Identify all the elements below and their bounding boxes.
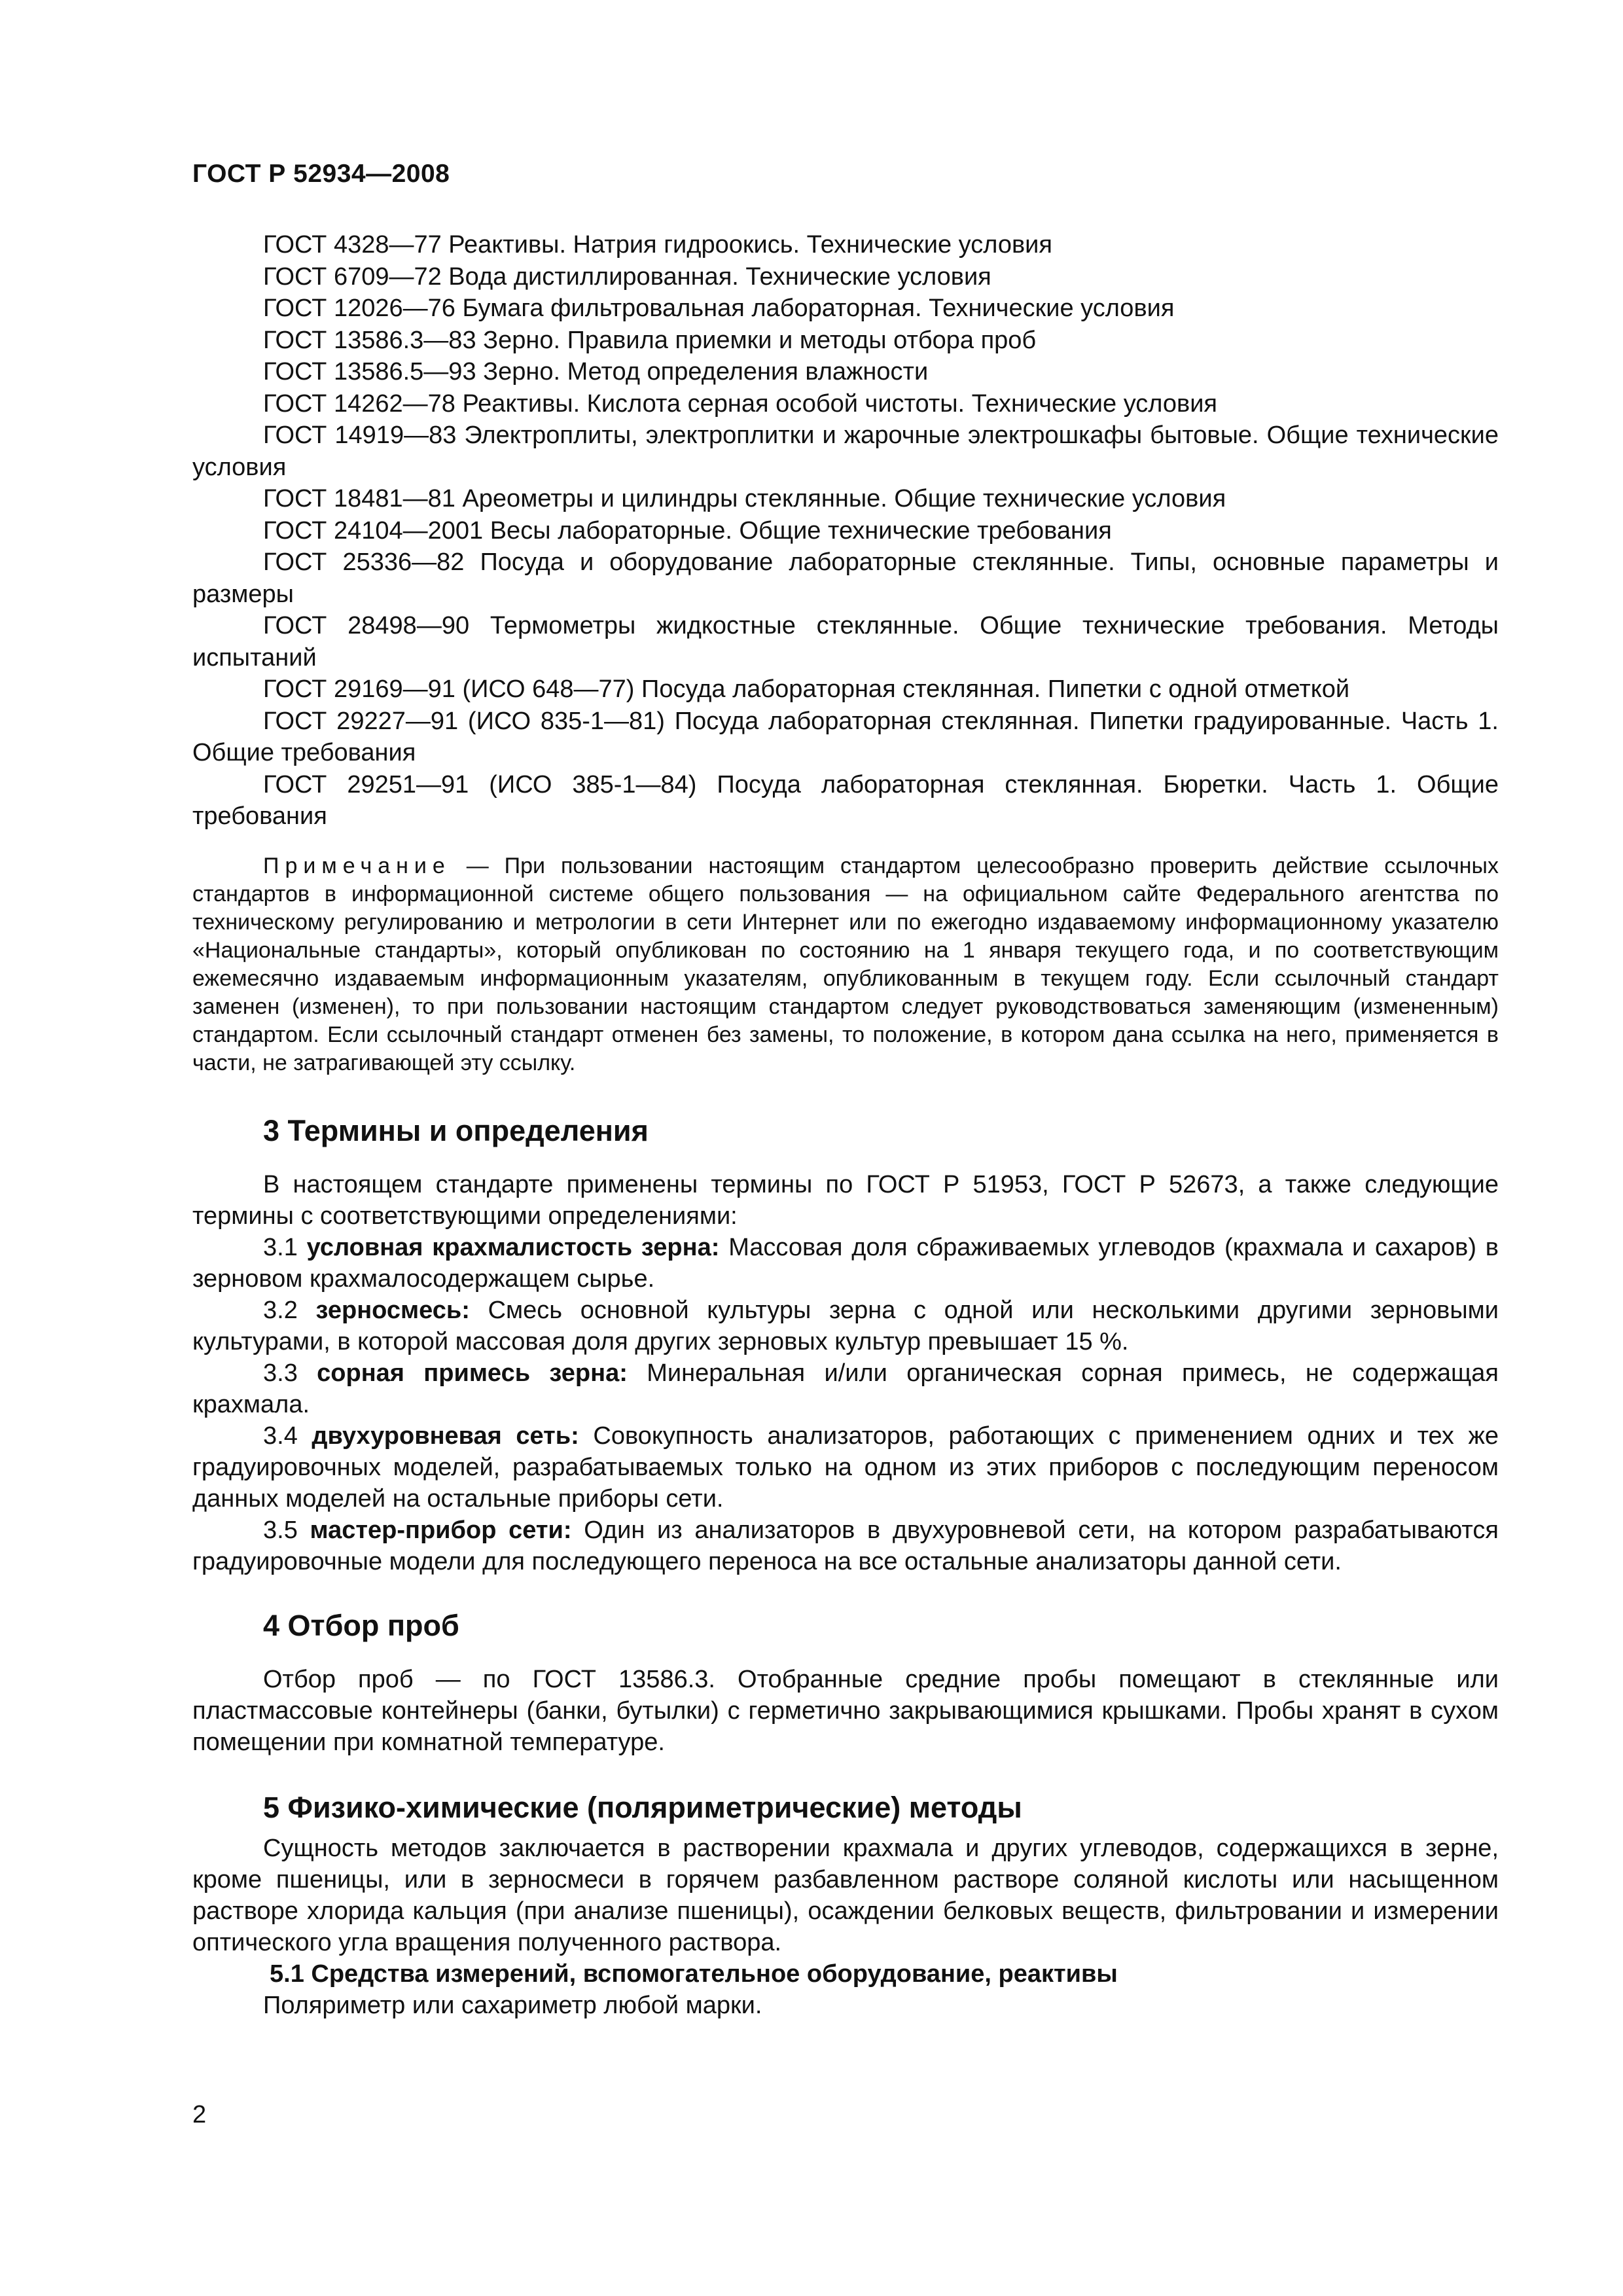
reference-item: ГОСТ 18481—81 Ареометры и цилиндры стеклянные. Общие технические условия [263, 485, 1226, 512]
term-number: 3.3 [263, 1359, 317, 1387]
reference-item: ГОСТ 4328—77 Реактивы. Натрия гидроокись. Технические условия [263, 231, 1052, 259]
note-text: — При пользовании настоящим стандартом целесообразно проверить действие ссылочных стандартов в информационной системе общего пользования — на официальном сайте Федерального агентства по техническому регулированию и метрологии в сети Интернет или по ежегодно издаваемому информационному указателю «Национальные стандарты», который опубликован по состоянию на 1 января текущего года, и по соответствующим ежемесячно издаваемым информационным указателям, опубликованным в текущем году. Если ссылочный стандарт заменен (изменен), то при пользовании настоящим стандартом следует руководствоваться заменяющим (измененным) стандартом. Если ссылочный стандарт отменен без замены, то положение, в котором дана ссылка на него, применяется в части, не затрагивающей эту ссылку. [192, 853, 1499, 1075]
reference-item: ГОСТ 24104—2001 Весы лабораторные. Общие технические требования [263, 516, 1112, 545]
normative-references-list [192, 229, 1499, 833]
reference-item: ГОСТ 14919—83 Электроплиты, электроплитки и жарочные электрошкафы бытовые. Общие технические условия [192, 422, 1499, 481]
term-number: 3.4 [263, 1422, 312, 1450]
term-text: Совокупность анализаторов, работающих с применением одних и тех же градуировочных моделей, разрабатываемых только на одном из этих приборов с последующим переносом данных моделей на остальные приборы сети. [192, 1422, 1499, 1513]
reference-item: ГОСТ 29227—91 (ИСО 835-1—81) Посуда лабораторная стеклянная. Пипетки градуированные. Часть 1. Общие требования [192, 707, 1499, 766]
subsection-5-1-text: Поляриметр или сахариметр любой марки. [263, 1991, 762, 2019]
section-5-heading: 5 Физико-химические (поляриметрические) методы [263, 1790, 1022, 1824]
term-number: 3.2 [263, 1296, 316, 1324]
section-3-heading: 3 Термины и определения [263, 1113, 649, 1147]
term-text: Смесь основной культуры зерна с одной или несколькими другими зерновыми культурами, в которой массовая доля других зерновых культур превышает 15 %. [192, 1296, 1499, 1355]
term-definition [192, 1515, 1499, 1577]
reference-item: ГОСТ 12026—76 Бумага фильтровальная лабораторная. Технические условия [263, 295, 1175, 322]
reference-item: ГОСТ 29251—91 (ИСО 385-1—84) Посуда лабораторная стеклянная. Бюретки. Часть 1. Общие требования [192, 770, 1499, 830]
note-label: Примечание [263, 853, 451, 878]
section-3-intro: В настоящем стандарте применены термины по ГОСТ Р 51953, ГОСТ Р 52673, а также следующие термины с соответствующими определениями: [192, 1170, 1499, 1230]
term-definition [192, 1295, 1499, 1357]
term-text: Один из анализаторов в двухуровневой сети, на котором разрабатываются градуировочные модели для последующего переноса на все остальные анализаторы данной сети. [192, 1516, 1499, 1575]
reference-item: ГОСТ 13586.5—93 Зерно. Метод определения влажности [263, 358, 929, 386]
term-number: 3.1 [263, 1233, 307, 1261]
term-definition [192, 1420, 1499, 1515]
note-paragraph [192, 852, 1499, 1077]
term-name: зерносмесь: [315, 1296, 470, 1324]
term-name: условная крахмалистость зерна: [306, 1233, 720, 1261]
page-content [192, 229, 1499, 2021]
term-name: сорная примесь зерна: [317, 1359, 628, 1387]
term-definition [192, 1232, 1499, 1295]
reference-item: ГОСТ 25336—82 Посуда и оборудование лабораторные стеклянные. Типы, основные параметры и размеры [192, 548, 1499, 608]
term-name: двухуровневая сеть: [312, 1422, 579, 1450]
section-5-text: Сущность методов заключается в растворении крахмала и других углеводов, содержащихся в зерне, кроме пшеницы, или в зерносмеси в горячем разбавленном растворе соляной кислоты или насыщенном растворе хлорида кальция (при анализе пшеницы), осаждении белковых веществ, фильтровании и измерении оптического угла вращения полученного раствора. [192, 1834, 1499, 1956]
reference-item: ГОСТ 29169—91 (ИСО 648—77) Посуда лабораторная стеклянная. Пипетки с одной отметкой [263, 675, 1350, 703]
section-4-heading: 4 Отбор проб [263, 1608, 459, 1642]
section-4-text: Отбор проб — по ГОСТ 13586.3. Отобранные средние пробы помещают в стеклянные или пластмассовые контейнеры (банки, бутылки) с герметично закрывающимися крышками. Пробы хранят в сухом помещении при комнатной температуре. [192, 1665, 1499, 1756]
page-number: 2 [192, 2101, 207, 2128]
reference-item: ГОСТ 13586.3—83 Зерно. Правила приемки и методы отбора проб [263, 326, 1037, 354]
term-text: Минеральная и/или органическая сорная примесь, не содержащая крахмала. [192, 1359, 1499, 1418]
term-definition [192, 1357, 1499, 1420]
reference-item: ГОСТ 6709—72 Вода дистиллированная. Технические условия [263, 262, 991, 291]
term-text: Массовая доля сбраживаемых углеводов (крахмала и сахаров) в зерновом крахмалосодержащем сырье. [192, 1233, 1499, 1293]
reference-item: ГОСТ 14262—78 Реактивы. Кислота серная особой чистоты. Технические условия [263, 389, 1218, 418]
subsection-5-1-heading: 5.1 Средства измерений, вспомогательное оборудование, реактивы [270, 1960, 1118, 1988]
document-header: ГОСТ Р 52934—2008 [192, 160, 450, 188]
term-number: 3.5 [263, 1516, 310, 1544]
reference-item: ГОСТ 28498—90 Термометры жидкостные стеклянные. Общие технические требования. Методы испытаний [192, 612, 1499, 672]
term-name: мастер-прибор сети: [310, 1516, 572, 1544]
